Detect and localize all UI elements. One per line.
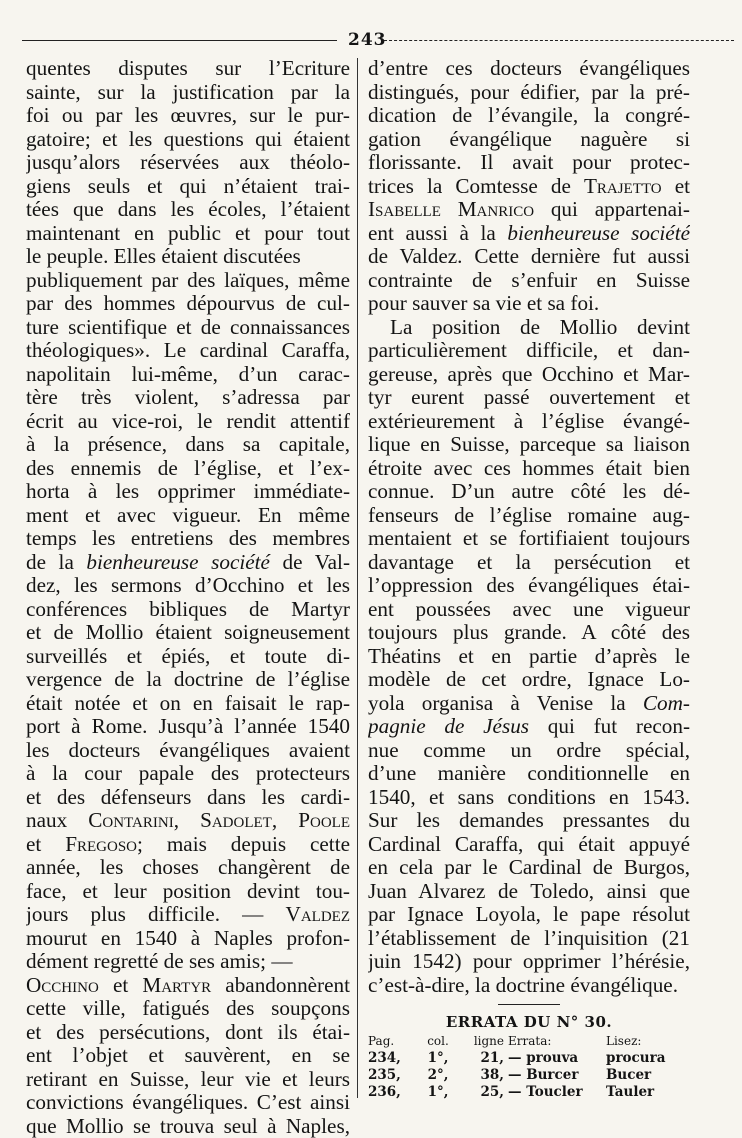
right-text-line: distingués, pour édifier, par la pré- bbox=[368, 81, 690, 105]
left-text-line: naux Contarini, Sadolet, Poole bbox=[26, 809, 350, 833]
errata-page: 235, bbox=[368, 1067, 420, 1084]
header-rule-left bbox=[22, 40, 337, 41]
left-text-line: à la cour papale des protecteurs bbox=[26, 762, 350, 786]
right-text-line: 1540, et sans conditions en 1543. bbox=[368, 786, 690, 810]
right-text-line: yola organisa à Venise la Com- bbox=[368, 692, 690, 716]
right-text-line: extérieurement à l’église évangé- bbox=[368, 410, 690, 434]
errata-line: 38, bbox=[456, 1067, 508, 1084]
left-text-line: temps les entretiens des membres bbox=[26, 527, 350, 551]
right-text-line: trices la Comtesse de Trajetto et bbox=[368, 175, 690, 199]
left-text-line: et Fregoso; mais depuis cette bbox=[26, 833, 350, 857]
right-text-line: Isabelle Manrico qui appartenai- bbox=[368, 198, 690, 222]
left-text-line: et de Mollio étaient soigneusement bbox=[26, 621, 350, 645]
errata-error: — prouva bbox=[508, 1050, 606, 1067]
left-text-line: vergence de la doctrine de l’église bbox=[26, 668, 350, 692]
right-text-line: l’établissement de l’inquisition (21 bbox=[368, 927, 690, 951]
left-text-line: et des persécutions, dont ils étai- bbox=[26, 1021, 350, 1045]
left-text-line: le peuple. Elles étaient discutées bbox=[26, 245, 350, 269]
errata-page: 234, bbox=[368, 1050, 420, 1067]
errata-error: — Burcer bbox=[508, 1067, 606, 1084]
errata-correction-header: Lisez: bbox=[606, 1033, 686, 1050]
errata-header-row bbox=[368, 1033, 690, 1050]
left-text-line: sainte, sur la justification par la bbox=[26, 81, 350, 105]
left-text-line: et des défenseurs dans les cardi- bbox=[26, 786, 350, 810]
left-text-line: théologiques». Le cardinal Caraffa, bbox=[26, 339, 350, 363]
left-text-line: par des hommes dépourvus de cul- bbox=[26, 292, 350, 316]
right-text-line: en cela par le Cardinal de Burgos, bbox=[368, 856, 690, 880]
right-text-line: Juan Alvarez de Toledo, ainsi que bbox=[368, 880, 690, 904]
right-text-line: étroite avec ces hommes était bien bbox=[368, 457, 690, 481]
left-text-line: année, les choses changèrent de bbox=[26, 856, 350, 880]
page-number: 243 bbox=[348, 30, 382, 50]
left-text-line: était notée et on en faisait le rap- bbox=[26, 692, 350, 716]
right-text-line: Sur les demandes pressantes du bbox=[368, 809, 690, 833]
left-text-line: giens seuls et qui n’étaient trai- bbox=[26, 175, 350, 199]
left-text-line: que Mollio se trouva seul à Naples, bbox=[26, 1115, 350, 1138]
right-text-line: gation évangélique naguère si bbox=[368, 128, 690, 152]
right-text-line: davantage et la persécution et bbox=[368, 551, 690, 575]
left-text-line: jours plus difficile. — Valdez bbox=[26, 903, 350, 927]
right-column-text bbox=[368, 57, 690, 997]
right-text-line: particulièrement difficile, et dan- bbox=[368, 339, 690, 363]
right-text-line: c’est-à-dire, la doctrine évangélique. bbox=[368, 974, 690, 998]
right-text-line: par Ignace Loyola, le pape résolut bbox=[368, 903, 690, 927]
left-text-line: quentes disputes sur l’Ecriture bbox=[26, 57, 350, 81]
errata-column: 2°, bbox=[420, 1067, 456, 1084]
left-text-line: les docteurs évangéliques avaient bbox=[26, 739, 350, 763]
errata-line-header: ligne bbox=[456, 1033, 508, 1050]
left-text-line: tère très violent, s’adressa par bbox=[26, 386, 350, 410]
right-text-line: La position de Mollio devint bbox=[368, 316, 690, 340]
right-text-line: dication de l’évangile, la congré- bbox=[368, 104, 690, 128]
right-text-line: toujours plus grande. A côté des bbox=[368, 621, 690, 645]
errata-title: ERRATA DU N° 30. bbox=[368, 1011, 690, 1033]
errata-column: 1°, bbox=[420, 1084, 456, 1101]
right-text-line: juin 1542) pour opprimer l’hérésie, bbox=[368, 950, 690, 974]
left-text-line: publiquement par des laïques, même bbox=[26, 269, 350, 293]
left-text-line: port à Rome. Jusqu’à l’année 1540 bbox=[26, 715, 350, 739]
errata-table bbox=[368, 1033, 690, 1101]
left-text-line: dément regretté de ses amis; — bbox=[26, 950, 350, 974]
right-text-line: ent poussées avec une vigueur bbox=[368, 598, 690, 622]
left-text-line: convictions évangéliques. C’est ainsi bbox=[26, 1091, 350, 1115]
column-divider bbox=[357, 58, 358, 1098]
errata-row bbox=[368, 1050, 690, 1067]
left-text-line: à la présence, dans sa capitale, bbox=[26, 433, 350, 457]
left-text-line: retirant en Suisse, leur vie et leurs bbox=[26, 1068, 350, 1092]
right-text-line: l’oppression des évangéliques étai- bbox=[368, 574, 690, 598]
errata-row bbox=[368, 1084, 690, 1101]
left-text-line: cette ville, fatigués des soupçons bbox=[26, 997, 350, 1021]
errata-correction: procura bbox=[606, 1050, 686, 1067]
right-text-line: d’une manière conditionnelle en bbox=[368, 762, 690, 786]
right-text-line: mentaient et se fortifiaient toujours bbox=[368, 527, 690, 551]
section-end-rule bbox=[498, 1004, 560, 1005]
errata-row bbox=[368, 1067, 690, 1084]
right-text-line: ent aussi à la bienheureuse société bbox=[368, 222, 690, 246]
errata-correction: Bucer bbox=[606, 1067, 686, 1084]
header-rule-right bbox=[384, 40, 734, 41]
left-text-line: maintenant en public et pour tout bbox=[26, 222, 350, 246]
right-text-line: tyr eurent passé ouvertement et bbox=[368, 386, 690, 410]
right-text-line: contrainte de s’enfuir en Suisse bbox=[368, 269, 690, 293]
errata-page: 236, bbox=[368, 1084, 420, 1101]
right-text-line: Théatins et en partie d’après le bbox=[368, 645, 690, 669]
left-text-line: horta à les opprimer immédiate- bbox=[26, 480, 350, 504]
left-text-line: napolitain lui-même, d’un carac- bbox=[26, 363, 350, 387]
right-text-line: gereuse, après que Occhino et Mar- bbox=[368, 363, 690, 387]
right-text-line: d’entre ces docteurs évangéliques bbox=[368, 57, 690, 81]
left-text-line: face, et leur position devint tou- bbox=[26, 880, 350, 904]
left-text-line: mourut en 1540 à Naples profon- bbox=[26, 927, 350, 951]
errata-error-header: Errata: bbox=[508, 1033, 606, 1050]
right-text-line: lique en Suisse, parceque sa liaison bbox=[368, 433, 690, 457]
right-text-line: pagnie de Jésus qui fut recon- bbox=[368, 715, 690, 739]
errata-line: 25, bbox=[456, 1084, 508, 1101]
errata-column-header: col. bbox=[420, 1033, 456, 1050]
left-text-line: ent l’objet et sauvèrent, en se bbox=[26, 1044, 350, 1068]
errata-correction: Tauler bbox=[606, 1084, 686, 1101]
right-text-line: nue comme un ordre spécial, bbox=[368, 739, 690, 763]
page-header bbox=[12, 28, 732, 50]
right-text-line: fenseurs de l’église romaine aug- bbox=[368, 504, 690, 528]
left-text-line: de la bienheureuse société de Val- bbox=[26, 551, 350, 575]
left-text-line: Occhino et Martyr abandonnèrent bbox=[26, 974, 350, 998]
errata-line: 21, bbox=[456, 1050, 508, 1067]
left-text-line: gatoire; et les questions qui étaient bbox=[26, 128, 350, 152]
left-text-line: dez, les sermons d’Occhino et les bbox=[26, 574, 350, 598]
left-text-line: jusqu’alors réservées aux théolo- bbox=[26, 151, 350, 175]
left-text-line: ture scientifique et de connaissances bbox=[26, 316, 350, 340]
left-text-line: foi ou par les œuvres, sur le pur- bbox=[26, 104, 350, 128]
right-text-line: pour sauver sa vie et sa foi. bbox=[368, 292, 690, 316]
errata-error: — Toucler bbox=[508, 1084, 606, 1101]
left-text-line: surveillés et épiés, et toute di- bbox=[26, 645, 350, 669]
left-text-line: tées que dans les écoles, l’étaient bbox=[26, 198, 350, 222]
left-text-line: conférences bibliques de Martyr bbox=[26, 598, 350, 622]
right-text-line: florissante. Il avait pour protec- bbox=[368, 151, 690, 175]
left-text-line: ment et avec vigueur. En même bbox=[26, 504, 350, 528]
left-column bbox=[26, 57, 350, 1138]
left-text-line: des ennemis de l’église, et l’ex- bbox=[26, 457, 350, 481]
right-text-line: de Valdez. Cette dernière fut aussi bbox=[368, 245, 690, 269]
right-text-line: Cardinal Caraffa, qui était appuyé bbox=[368, 833, 690, 857]
right-column bbox=[368, 57, 690, 1101]
errata-column: 1°, bbox=[420, 1050, 456, 1067]
left-text-line: écrit au vice-roi, le rendit attentif bbox=[26, 410, 350, 434]
right-text-line: connue. D’un autre côté les dé- bbox=[368, 480, 690, 504]
right-text-line: modèle de cet ordre, Ignace Lo- bbox=[368, 668, 690, 692]
errata-page-header: Pag. bbox=[368, 1033, 420, 1050]
